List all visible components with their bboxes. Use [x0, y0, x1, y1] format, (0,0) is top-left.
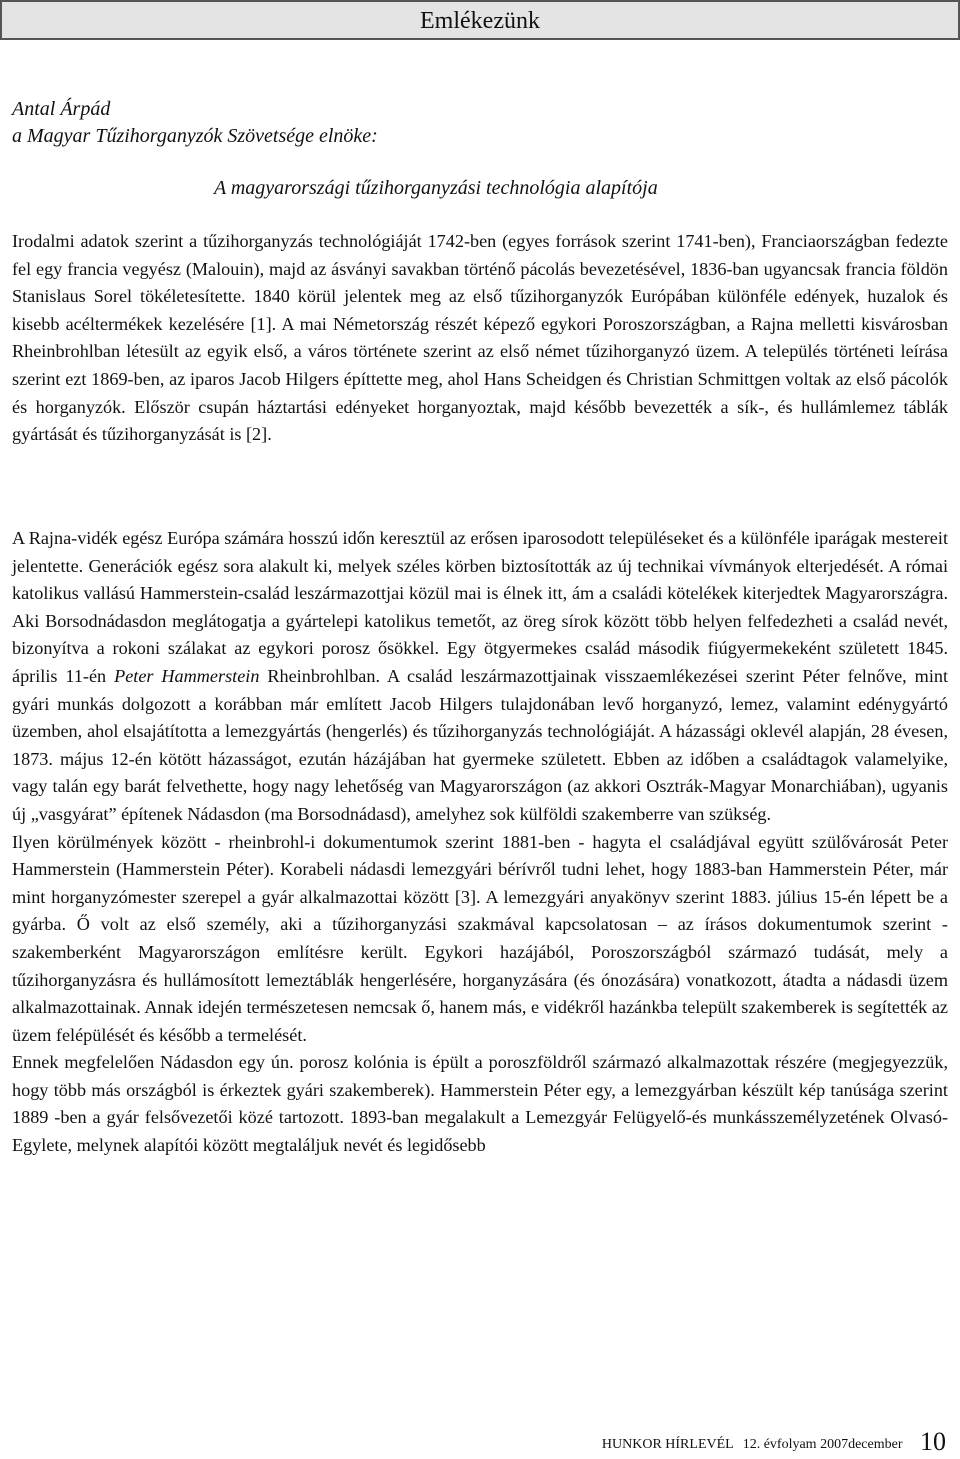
person-name-italic: Peter Hammerstein	[114, 665, 260, 686]
paragraph-2-text-b: Rheinbrohlban. A család leszármazottjainak visszaemlékezései szerint Péter felnőve, mint gyári munkás dolgozott a korábban már említett Jacob Hilgers tulajdonában levő horganyzó, lemez, valamint edénygyártó üzemben, ahol elsajátította a lemezgyártás (hengerlés) és tűzihorganyzás technológiáját. A házassági oklevél alapján, 28 évesen, 1873. május 12-én kötött házasságot, ezután házájában hat gyermeke született. Ebben az időben a családtagok valamelyike, vagy talán egy barát felvethette, hogy nagy lehetőség van Magyarországon (az akkori Osztrák-Magyar Monarchiában), ugyanis új „vasgyárat” építenek Nádasdon (ma Borsodnádasd), amelyhez sok külföldi szakemberre van szükség.	[12, 665, 949, 824]
paragraph-2-text-a: A Rajna-vidék egész Európa számára hosszú időn keresztül az erősen iparosodott településeket és a különféle iparágak mestereit jelentette. Generációk egész sora alakult ki, melyek széles körben biztosították az új technikai vívmányok elterjedését. A római katolikus vallású Hammerstein-család leszármazottjai közül mai is élnek itt, ám a családi kötelékek kiterjedtek Magyarországra. Aki Borsodnádasdon meglátogatja a gyártelepi katolikus temetőt, az öreg sírok között több helyen felfedezheti a család nevét, bizonyítva a rokoni szálakat az egykori porosz ősökkel. Egy ötgyermekes család második fiúgyermekeként született 1845. április 11-én	[12, 528, 948, 686]
author-name: Antal Árpád	[12, 98, 111, 120]
footer-volume: 12. évfolyam	[742, 1437, 817, 1452]
article-paragraph-4: Ennek megfelelően Nádasdon egy ún. porosz kolónia is épült a poroszföldről származó alkalmazottak részére (megjegyezzük, hogy több más országból is érkeztek gyári szakemberek). Hammerstein Péter egy, a lemezgyárban készült kép tanúsága szerint 1889 -ben a gyár felsővezetői közé tartozott. 1893-ban megalakult a Lemezgyár Felügyelő-és munkásszemélyzetének Olvasó-Egylete, melynek alapítói között megtaláljuk nevét és legidősebb	[12, 1052, 948, 1156]
page-footer	[602, 1428, 946, 1459]
article-paragraph-2	[12, 525, 948, 829]
author-role: a Magyar Tűzihorganyzók Szövetsége elnöke:	[12, 125, 378, 147]
footer-date: 2007december	[820, 1437, 903, 1452]
section-header	[0, 0, 960, 40]
paragraph-text: Irodalmi adatok szerint a tűzihorganyzás technológiáját 1742-ben (egyes források szerint 1741-ben), Franciaországban fedezte fel egy francia vegyész (Malouin), majd az ásványi savakban történő pácolás bevezetésével, 1836-ban ugyancsak francia földön Stanislaus Sorel tökéletesítette. 1840 körül jelentek meg az első tűzihorganyzók Európában különféle edények, huzalok és kisebb acéltermékek kezelésére [1]. A mai Németország részét képező egykori Poroszországban, a Rajna melletti kisvárosban Rheinbrohlban létesült az egyik első, a város története szerint az első német tűzihorganyzó üzem. A település történeti leírása szerint ezt 1869-ben, az iparos Jacob Hilgers építtette meg, ahol Hans Scheidgen és Christian Schmittgen voltak az első pácolók és horganyzók. Először csupán háztartási edényeket horganyoztak, majd később bevezették a sík-, és hullámlemez táblák gyártását és tűzihorganyzását is [2].	[12, 231, 948, 445]
section-title: Emlékezünk	[420, 8, 540, 34]
article-body	[12, 525, 948, 1160]
article-paragraph-3: Ilyen körülmények között - rheinbrohl-i dokumentumok szerint 1881-ben - hagyta el családjával együtt szülővárosát Peter Hammerstein (Hammerstein Péter). Korabeli nádasdi lemezgyári bérívről tudni lehet, hogy 1883-ban Hammerstein Péter, már mint horganyzómester szerepel a gyár alkalmazottai között [3]. A lemezgyári anyakönyv szerint 1883. július 15-én lépett be a gyárba. Ő volt az első személy, aki a tűzihorganyzási szakmával kapcsolatosan – az írásos dokumentumok szerint - szakemberként Magyarországon említésre került. Egykori hazájából, Poroszországból származó tudását, mely a tűzihorganyzásra és hullámosított lemeztáblák hengerlésére, horganyzására (és ónozására) vonatkozott, átadta a nádasdi üzem alkalmazottainak. Annak idején természetesen nemcsak ő, hanem más, e vidékről hazánkba települt szakemberek is segítették az üzem felépülését és később a termelését.	[12, 831, 948, 1045]
footer-publication: HUNKOR HÍRLEVÉL	[601, 1437, 734, 1452]
article-subtitle: A magyarországi tűzihorganyzási technológia alapítója	[214, 177, 658, 199]
author-block	[12, 96, 378, 150]
page-number: 10	[920, 1427, 946, 1456]
article-paragraph-1	[12, 228, 948, 449]
